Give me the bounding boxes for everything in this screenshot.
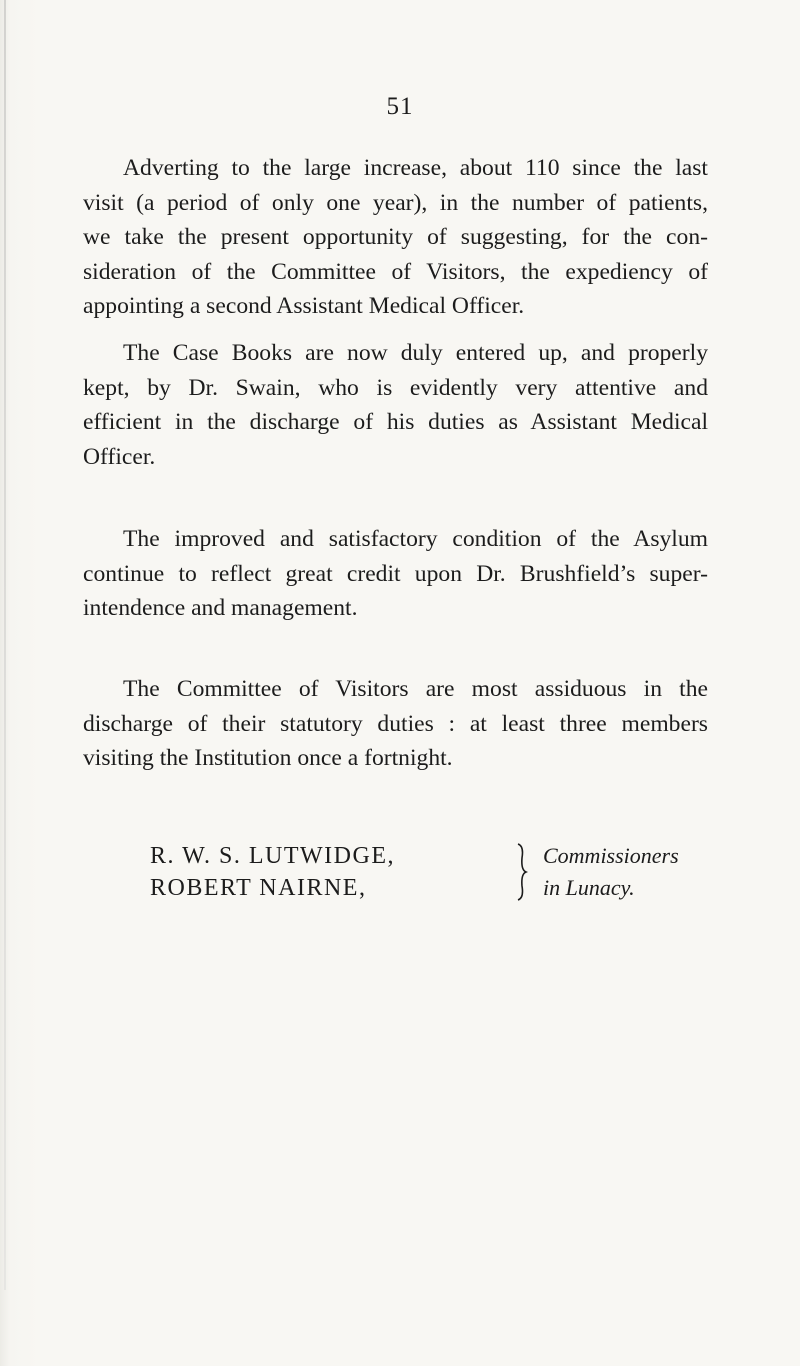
text-line: sideration of the Committee of Visitors, the expediency of xyxy=(83,258,708,285)
text-line: we take the present opportunity of suggesting, for the con- xyxy=(83,224,708,251)
text-line: visiting the Institution once a fortnight. xyxy=(83,745,453,772)
text-line: The Committee of Visitors are most assiduous in the xyxy=(123,676,708,702)
signature-block xyxy=(150,840,720,920)
signatory-name: R. W. S. LUTWIDGE, xyxy=(150,843,395,869)
page-number: 51 xyxy=(386,93,414,120)
signatory-title-line: Commissioners xyxy=(543,843,679,868)
signatory-name: ROBERT NAIRNE, xyxy=(150,875,367,901)
paragraph-4 xyxy=(83,672,708,776)
curly-brace-icon xyxy=(516,840,528,904)
text-line: appointing a second Assistant Medical Officer. xyxy=(83,293,525,320)
signatory-title xyxy=(543,840,679,904)
text-line: intendence and management. xyxy=(83,595,358,622)
paragraph-2 xyxy=(83,336,708,474)
page-edge-shadow xyxy=(4,0,6,1290)
text-line: Officer. xyxy=(83,443,156,470)
signatory-title-line: in Lunacy. xyxy=(543,875,635,900)
text-line: discharge of their statutory duties : at least three members xyxy=(83,710,708,737)
signatory-names xyxy=(150,840,395,904)
text-line: Adverting to the large increase, about 110 since the last xyxy=(123,155,708,181)
text-line: The Case Books are now duly entered up, and properly xyxy=(123,340,708,366)
text-line: efficient in the discharge of his duties as Assistant Medical xyxy=(83,409,708,436)
paragraph-1 xyxy=(83,151,708,324)
text-line: visit (a period of only one year), in the number of patients, xyxy=(83,189,708,216)
text-line: kept, by Dr. Swain, who is evidently very attentive and xyxy=(83,374,708,401)
text-line: continue to reflect great credit upon Dr. Brushfield’s super- xyxy=(83,560,708,587)
paragraph-3 xyxy=(83,522,708,626)
text-line: The improved and satisfactory condition of the Asylum xyxy=(123,526,708,552)
